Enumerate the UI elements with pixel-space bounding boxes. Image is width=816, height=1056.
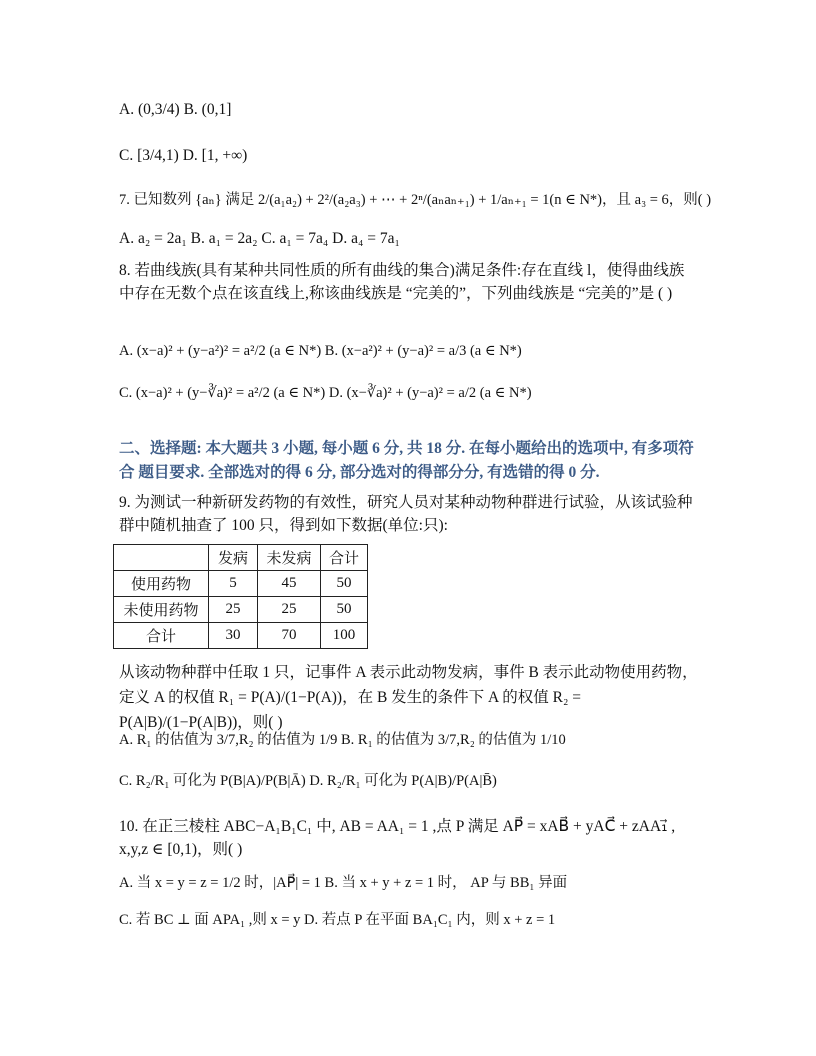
table-cell: 100 <box>321 623 368 649</box>
q8-options-cd: C. (x−a)² + (y−∛a)² = a²/2 (a ∈ N*) D. (x−∛a)² + (y−a)² = a/2 (a ∈ N*) <box>119 385 532 401</box>
q9-options-ab: A. R₁ 的估值为 3/7,R₂ 的估值为 1/9 B. R₁ 的估值为 3/7,R₂ 的估值为 1/10 <box>119 732 566 748</box>
q7-stem: 7. 已知数列 {aₙ} 满足 2/(a₁a₂) + 2²/(a₂a₃) + ⋯ + 2ⁿ/(aₙaₙ₊₁) + 1/aₙ₊₁ = 1(n ∈ N*)，且 a₃ = 6，则( ) <box>119 192 712 208</box>
table-cell: 45 <box>258 571 321 597</box>
q9-options-cd: C. R₂/R₁ 可化为 P(B|A)/P(B|Ā) D. R₂/R₁ 可化为 P(A|B)/P(A|B̄) <box>119 773 497 789</box>
q9-description: 从该动物种群中任取 1 只，记事件 A 表示此动物发病，事件 B 表示此动物使用药物，定义 A 的权值 R₁ = P(A)/(1−P(A))，在 B 发生的条件下 A 的权值 R₂ = P(A|B)/(1−P(A|B))，则( ) <box>119 664 698 731</box>
section-2-heading: 二、选择题: 本大题共 3 小题, 每小题 6 分, 共 18 分. 在每小题给出的选项中, 有多项符合 题目要求. 全部选对的得 6 分, 部分选对的得部分分, 有选错的得 0 分. <box>119 440 694 481</box>
q9-data-table <box>113 544 368 649</box>
table-cell: 合计 <box>321 545 368 571</box>
q6-options-cd: C. [3/4,1) D. [1, +∞) <box>119 147 248 164</box>
table-cell: 30 <box>209 623 258 649</box>
table-row <box>114 571 368 597</box>
q6-options-ab: A. (0,3/4) B. (0,1] <box>119 101 232 118</box>
q10-options-ab: A. 当 x = y = z = 1/2 时，|AP⃗| = 1 B. 当 x + y + z = 1 时， AP 与 BB₁ 异面 <box>119 875 568 891</box>
table-header-row <box>114 545 368 571</box>
table-cell: 合计 <box>114 623 209 649</box>
table-row <box>114 623 368 649</box>
table-cell: 50 <box>321 597 368 623</box>
table-row <box>114 597 368 623</box>
table-cell: 未发病 <box>258 545 321 571</box>
q9-stem: 9. 为测试一种新研发药物的有效性，研究人员对某种动物种群进行试验，从该试验种群中随机抽查了 100 只，得到如下数据(单位:只): <box>119 494 693 534</box>
table-cell: 25 <box>258 597 321 623</box>
table-cell: 5 <box>209 571 258 597</box>
table-cell: 25 <box>209 597 258 623</box>
table-cell: 未使用药物 <box>114 597 209 623</box>
table-cell: 70 <box>258 623 321 649</box>
table-cell: 50 <box>321 571 368 597</box>
table-cell: 使用药物 <box>114 571 209 597</box>
q7-options: A. a₂ = 2a₁ B. a₁ = 2a₂ C. a₁ = 7a₄ D. a₄ = 7a₁ <box>119 230 400 247</box>
table-cell <box>114 545 209 571</box>
q8-stem: 8. 若曲线族(具有某种共同性质的所有曲线的集合)满足条件:存在直线 l，使得曲线族中存在无数个点在该直线上,称该曲线族是 “完美的”，下列曲线族是 “完美的”是 ( ) <box>119 262 685 302</box>
q10-options-cd: C. 若 BC ⊥ 面 APA₁ ,则 x = y D. 若点 P 在平面 BA₁C₁ 内，则 x + z = 1 <box>119 912 556 928</box>
q8-options-ab: A. (x−a)² + (y−a²)² = a²/2 (a ∈ N*) B. (x−a²)² + (y−a)² = a/3 (a ∈ N*) <box>119 343 522 359</box>
table-cell: 发病 <box>209 545 258 571</box>
q10-stem: 10. 在正三棱柱 ABC−A₁B₁C₁ 中, AB = AA₁ = 1 ,点 P 满足 AP⃗ = xAB⃗ + yAC⃗ + zAA₁⃗ , x,y,z ∈ [0,1)，则( ) <box>119 818 676 858</box>
